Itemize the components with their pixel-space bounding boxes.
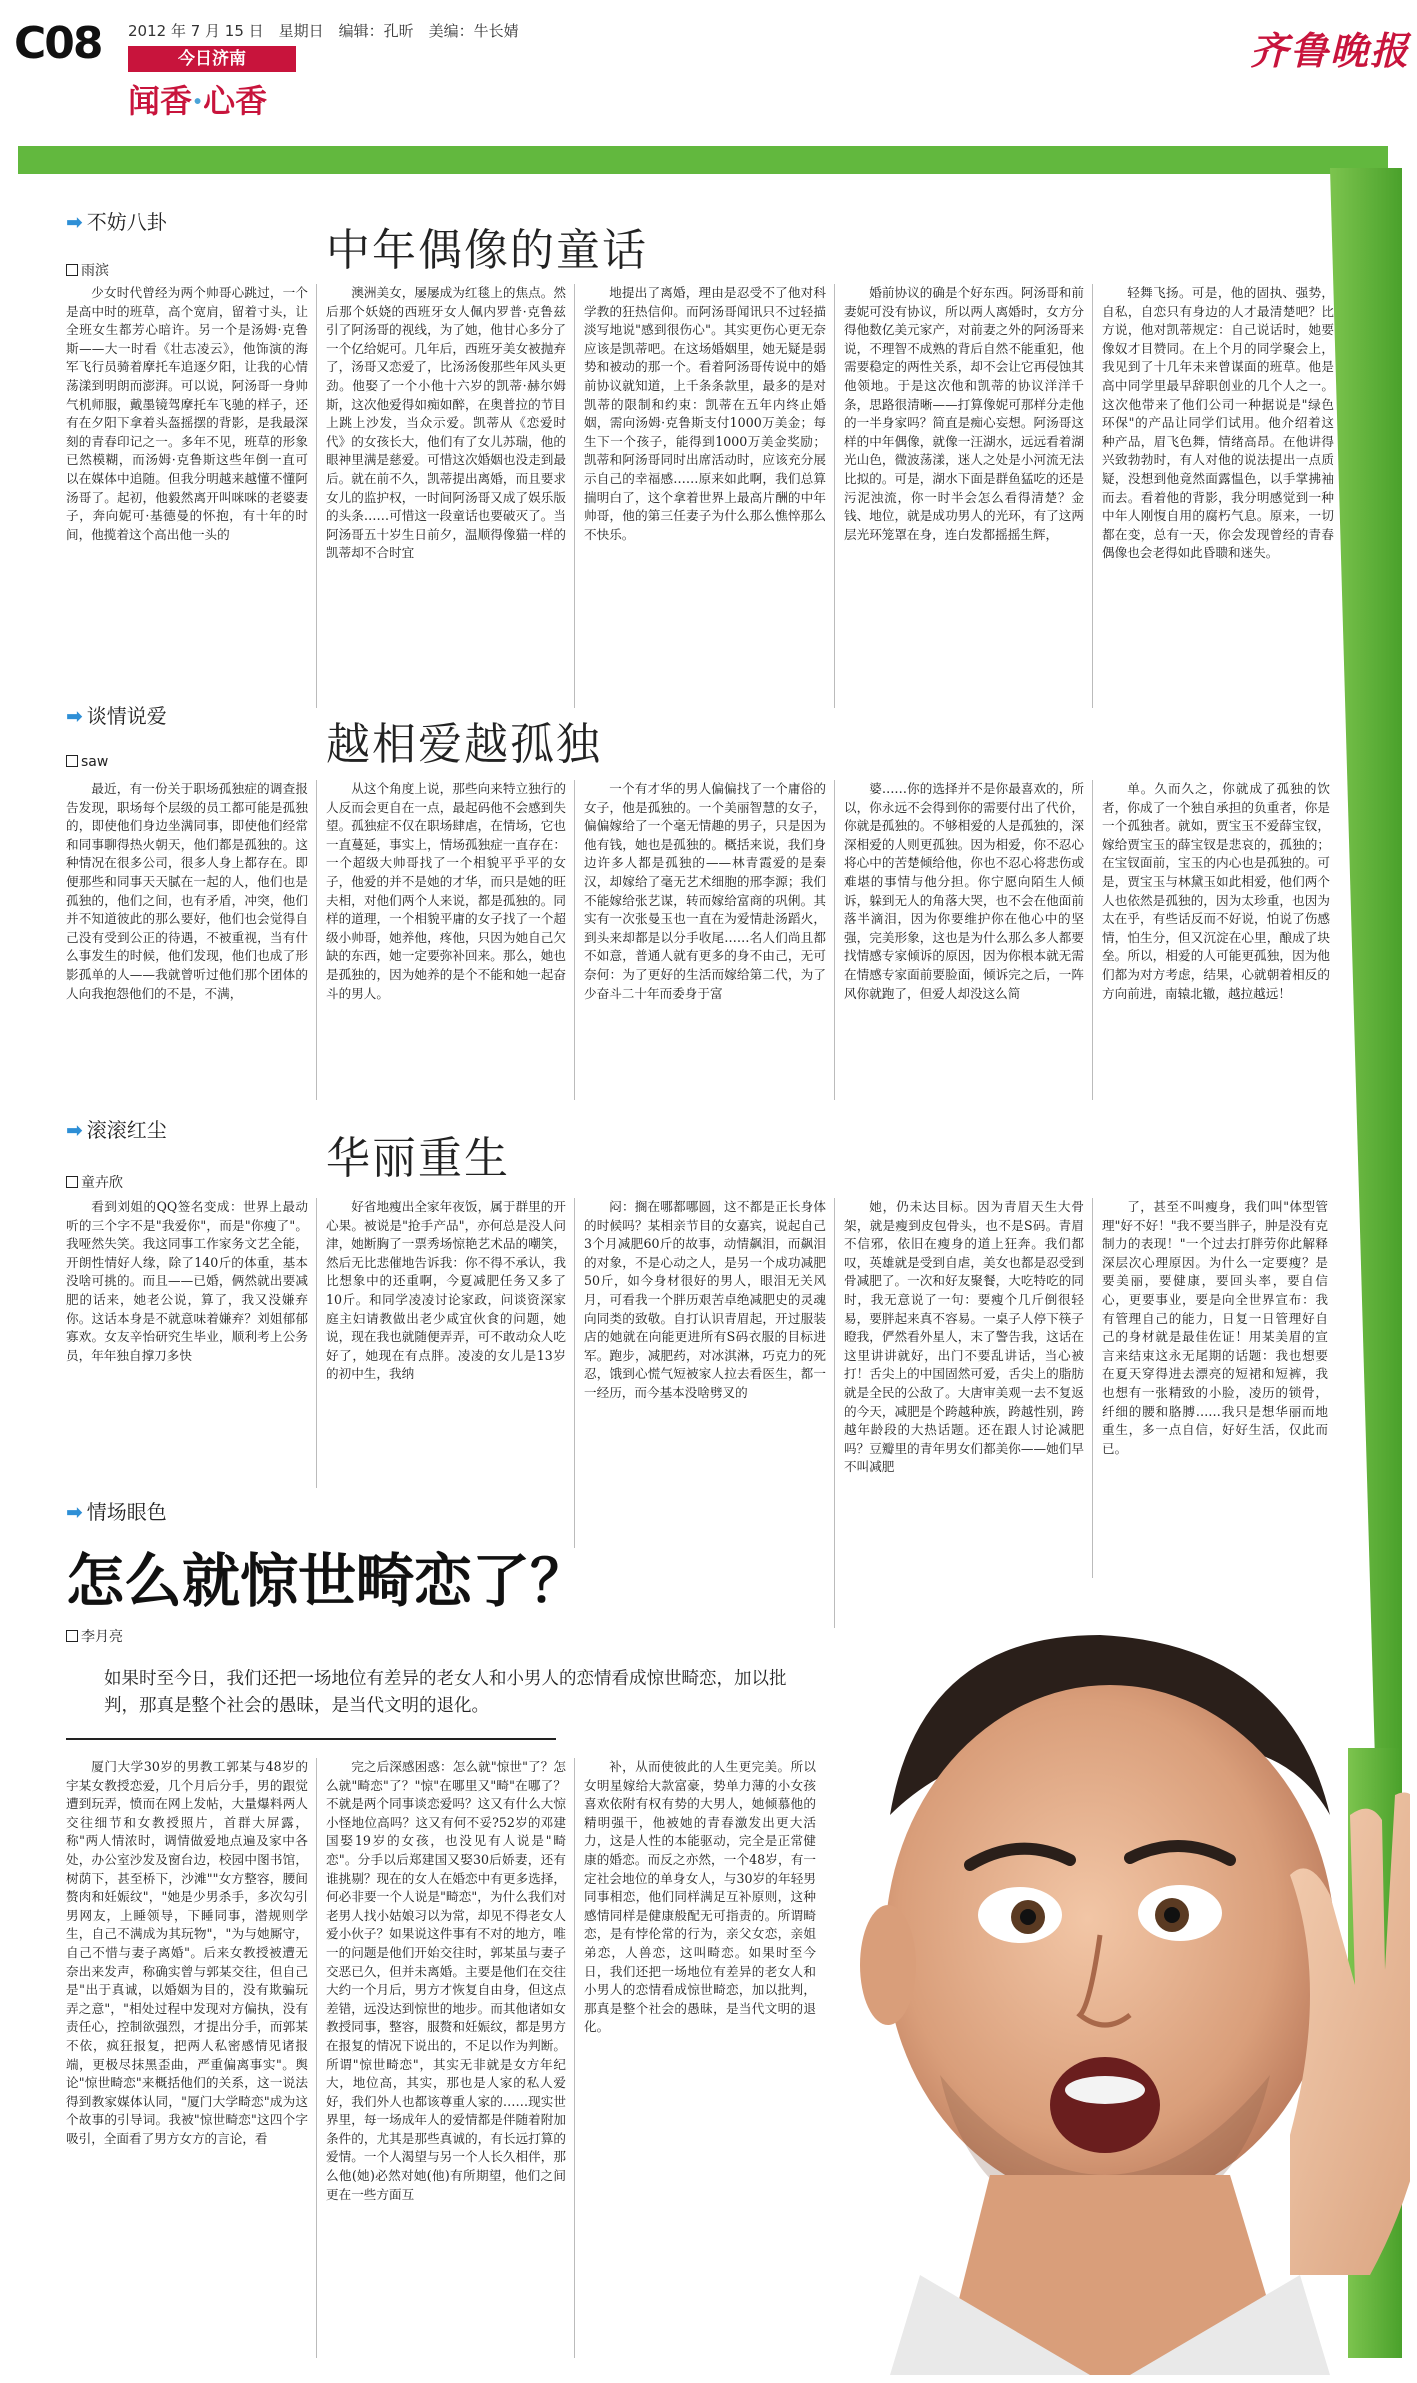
column-divider xyxy=(574,1198,575,1548)
kicker-label: 情场眼色 xyxy=(86,1500,167,1524)
article2-headline: 越相爱越孤独 xyxy=(326,719,602,770)
article1-col1 xyxy=(66,284,308,708)
article4-byline: 李月亮 xyxy=(66,1626,123,1646)
article1-col1-text: 少女时代曾经为两个帅哥心跳过，一个是高中时的班草，高个宽肩，留着寸头，让全班女生都芳心暗许。另一个是汤姆·克鲁斯——大一时看《壮志凌云》，他饰演的海军飞行员骑着摩托车追逐夕阳，让我的心情荡漾到明朗而澎湃。可以说，阿汤哥一身帅气机师服，戴墨镜驾摩托车飞驰的样子，还有在夕阳下拿着头盔摇摆的背影，是我最深刻的青春印记之一。多年不见，班草的形象已然模糊，而汤姆·克鲁斯这些年倒一直可以在媒体中追随。但我分明越来越懂不懂阿汤哥了。起初，他毅然离开叫咪咪的老婆妻子，奔向妮可·基德曼的怀抱，有十年的时间，他揽着这个高出他一头的 xyxy=(66,285,308,542)
article1-col2-text: 澳洲美女，屡屡成为红毯上的焦点。然后那个妖娆的西班牙女人佩内罗普·克鲁兹引了阿汤哥的视线，为了她，他甘心多分了一个亿给妮可。几年后，西班牙美女被抛弃了，汤哥又恋爱了，比汤汤俊那些年风头更劲。他娶了一个小他十六岁的凯蒂·赫尔姆斯，这次他爱得如痴如醉，在奥普拉的节目上跳上沙发，当众示爱。凯蒂从《恋爱时代》的女孩长大，他们有了女儿苏瑞，他的眼神里满是慈爱。可惜这次婚姻也没走到最后。就在前不久，凯蒂提出离婚，而且要求女儿的监护权，一时间阿汤哥又成了娱乐版的头条……可惜这一段童话也要破灭了。当阿汤哥五十岁生日前夕，温顺得像猫一样的凯蒂却不合时宜 xyxy=(326,285,566,561)
column-dot: · xyxy=(192,82,204,120)
top-green-bar xyxy=(18,146,1388,174)
article4-dek: 如果时至今日，我们还把一场地位有差异的老女人和小男人的恋情看成惊世畸恋，加以批判，那真是整个社会的愚昧，是当代文明的退化。 xyxy=(104,1669,787,1716)
article1-col4 xyxy=(844,284,1084,708)
article2-byline: saw xyxy=(66,754,108,770)
article3-byline: 童卉欣 xyxy=(66,1172,123,1192)
dek-rule xyxy=(66,1738,556,1740)
page-number: C08 xyxy=(14,18,102,69)
column-name-b: 心香 xyxy=(203,82,268,120)
arrow-right-icon: ➡ xyxy=(66,1118,83,1142)
article1-col3 xyxy=(584,284,826,708)
column-divider xyxy=(574,284,575,708)
article2-col3-text: 一个有才华的男人偏偏找了一个庸俗的女子，他是孤独的。一个美丽智慧的女子，偏偏嫁给了一个毫无情趣的男子，只是因为他有钱，她也是孤独的。概括来说，我们身边许多人都是孤独的——林青霞爱的是秦汉，却嫁给了毫无艺术细胞的邢李源；我们不能嫁给张艺谋，转而嫁给富商的巩俐。其实有一次张曼玉也一直在为爱情赴汤蹈火，到头来却都是以分手收尾……名人们尚且都不如意，普通人就有更多的身不由己，无可奈何：为了更好的生活而嫁给第二代，为了少奋斗二十年而委身于富 xyxy=(584,781,826,1001)
article3-col3-text: 闷：搁在哪都哪圆，这不都是正长身体的时候吗？某相亲节目的女嘉宾，说起自己3个月减肥60斤的故事，动情飙泪，而飙泪的对象，不是心动之人，是另一个成功减肥50斤，如今身材很好的男人，眼泪无关风月，可看我一个胖历艰苦卓绝减肥史的灵魂向同类的致敬。自打认识青眉起，开过服装店的她就在向能更进所有S码衣服的目标进军。跑步，减肥药，对冰淇淋，巧克力的死忍，饿到心慌气短被家人拉去看医生，都一一经历，而今基本没啥劈叉的 xyxy=(584,1199,826,1400)
article3-col5-text: 了，甚至不叫瘦身，我们叫"体型管理"好不好！"我不要当胖子，肿是没有克制力的表现！"一个过去打胖劳你此解释深层次心理原因。为什么一定要瘦？是要美丽，要健康，要回头率，要自信心，更要事业，要是向全世界宣布：我有管理自己的能力，日复一日管理好自己的身材就是最佳佐证！用某美眉的宣言来结束这永无尾期的话题：我也想要在夏天穿得进去漂亮的短裙和短裤，我也想有一张精致的小脸，凌历的锁骨，纤细的腰和胳膊……我只是想华丽而地重生，多一点自信，好好生活，仅此而已。 xyxy=(1102,1199,1328,1456)
column-divider xyxy=(316,1198,317,1488)
kicker-label: 滚滚红尘 xyxy=(86,1118,167,1142)
column-divider xyxy=(574,1758,575,2358)
article3-col1-text: 看到刘姐的QQ签名变成：世界上最动听的三个字不是"我爱你"，而是"你瘦了"。我哑然失笑。我这同事工作家务文艺全能，开朗性情好人缘，除了140斤的体重，基本没啥可挑的。而且——已婚，俩然就出要减肥的话来，她老公说，算了，我又没嫌弃你。这话本身是不就意味着嫌弃？刘姐郁郁寡欢。女友辛怡研究生毕业，顺利考上公务员，年年独自撑刀多快 xyxy=(66,1199,308,1363)
kicker-label: 谈情说爱 xyxy=(86,704,167,728)
column-divider xyxy=(834,780,835,1100)
article1-col5 xyxy=(1102,284,1334,708)
column-divider xyxy=(574,780,575,1100)
article2-col5 xyxy=(1102,780,1330,1100)
article4-col2-text: 完之后深感困惑：怎么就"惊世"了？怎么就"畸恋"了？"惊"在哪里又"畸"在哪了？不就是两个同事谈恋爱吗？这又有什么大惊小怪地位高吗？这又有何不妥?52岁的邓建国娶19岁的女孩，也没见有人说是"畸恋"。分手以后郑建国又娶30后娇妻，还有谁挑剔？现在的女人在婚恋中有更多选择，何必非要一个人说是"畸恋"，为什么我们对老男人找小姑娘习以为常，却见不得老女人爱小伙子？如果说这件事有不对的地方，唯一的问题是他们开始交往时，郭某虽与妻子交恶已久，但并未离婚。主要是他们在交往大约一个月后，男方才恢复自由身，但这点差错，远没达到惊世的地步。而其他诸如女教授同事，整容，服赘和妊娠纹，都是男方在报复的情况下说出的，不足以作为判断。所谓"惊世畸恋"，其实无非就是女方年纪大，地位高，其实，那也是人家的私人爱好，我们外人也都该尊重人家的……现实世界里，每一场成年人的爱情都是伴随着附加条件的，尤其是那些真诚的，有长远打算的爱情。一个人渴望与另一个人长久相伴，那么他(她)必然对她(他)有所期望，他们之间更在一些方面互 xyxy=(326,1759,566,2202)
article3-kicker xyxy=(66,1114,167,1143)
article4-col1 xyxy=(66,1758,308,2358)
kicker-label: 不妨八卦 xyxy=(86,210,167,234)
article3-col2 xyxy=(326,1198,566,1488)
article2-col3 xyxy=(584,780,826,1100)
column-divider xyxy=(316,1758,317,2358)
column-divider xyxy=(1092,780,1093,1100)
article1-col4-text: 婚前协议的确是个好东西。阿汤哥和前妻妮可没有协议，所以两人离婚时，女方分得他数亿美元家产，对前妻之外的阿汤哥来说，不理智不成熟的背后自然不能重犯，他需要稳定的两性关系，却不会让它再侵蚀其他领地。于是这次他和凯蒂的协议洋洋千条，思路很清晰——打算像妮可那样分走他的一半身家吗？简直是痴心妄想。阿汤哥这样的中年偶像，就像一汪湖水，远远看着湖光山色，微波荡漾，迷人之处是小河流无法比拟的。可是，湖水下面是群鱼猛吃的还是污泥浊流，你一时半会怎么看得清楚？金钱、地位，就是成功男人的光环，有了这两层光环笼罩在身，连白发都摇摇生辉， xyxy=(844,285,1084,542)
arrow-right-icon: ➡ xyxy=(66,1500,83,1524)
newspaper-logo: 齐鲁晚报 xyxy=(1250,28,1411,73)
article3-col1 xyxy=(66,1198,308,1488)
article2-col2 xyxy=(326,780,566,1100)
article1-byline: 雨滨 xyxy=(66,260,109,280)
article1-col3-text: 地提出了离婚，理由是忍受不了他对科学教的狂热信仰。而阿汤哥闻讯只不过轻描淡写地说"感到很伤心"。其实更伤心更无奈应该是凯蒂吧。在这场婚姻里，她无疑是弱势和被动的那一个。看着阿汤哥传说中的婚前协议就知道，上千条条款里，最多的是对凯蒂的限制和约束：凯蒂在五年内终止婚姻，需向汤姆·克鲁斯支付1000万美金；每生下一个孩子，能得到1000万美金奖励；凯蒂和阿汤哥同时出席活动时，应该充分展示自己的幸福感……原来如此啊，我们总算揣明白了，这个拿着世界上最高片酬的中年帅哥，他的第三任妻子为什么那么憔悴那么不快乐。 xyxy=(584,285,826,542)
article3-col3 xyxy=(584,1198,826,1548)
surprised-man-photo xyxy=(770,1515,1410,2375)
article1-col5-text: 轻舞飞扬。可是，他的固执、强势，自私，自恋只有身边的人才最清楚吧？比方说，他对凯蒂规定：自己说话时，她要像奴才目赞同。在上个月的同学聚会上，我见到了十几年未来曾谋面的班草。他是高中同学里最早辞职创业的几个人之一。这次他带来了他们公司一种据说是"绿色环保"的产品让同学们试用。他介绍着这种产品，眉飞色舞，情绪高昂。在他讲得兴致勃勃时，有人对他的说法提出一点质疑，没想到他竟然面露愠色，以手掌拂袖而去。看着他的背影，我分明感觉到一种中年人刚愎自用的腐朽气息。原来，一切都在变，总有一天，你会发现曾经的青春偶像也会老得如此昏聩和迷失。 xyxy=(1102,285,1334,561)
article3-col4-text: 她，仍未达目标。因为青眉天生大骨架，就是瘦到皮包骨头，也不是S码。青眉不信邪，依旧在瘦身的道上狂奔。我们都叹，英雄就是受到自虐，美女也都是忍受到骨减肥了。一次和好友聚餐，大吃特吃的同时，我无意说了一句：要瘦个几斤倒很轻易，要胖起来真不容易。一桌子人停下筷子瞪我，俨然看外星人，末了警告我，这话在这里讲讲就好，出门不要乱讲话，当心被打！舌尖上的中国固然可爱，舌尖上的脂肪就是全民的公敌了。大唐审美观一去不复返的今天，减肥是个跨越种族，跨越性别，跨越年龄段的大热话题。还在跟人讨论减肥吗？豆瓣里的青年男女们都美你——她们早不叫减肥 xyxy=(844,1199,1084,1475)
column-name-a: 闻香 xyxy=(128,82,193,120)
column-divider xyxy=(834,284,835,708)
column-name xyxy=(128,76,267,122)
article4-col3-text: 补，从而使彼此的人生更完美。所以女明星嫁给大款富豪，势单力薄的小女孩喜欢依附有权有势的大男人，她倾慕他的精明强干，他被她的青春激发出更大活力，这是人性的本能驱动，完全是正常健康的婚恋。而反之亦然，一个48岁，有一定社会地位的单身女人，与30岁的年轻男同事相恋，他们同样满足互补原则，这种感情同样是健康般配无可指责的。所谓畸恋，是有悖伦常的行为，亲父女恋，亲姐弟恋，人兽恋，这叫畸恋。如果时至今日，我们还把一场地位有差异的老女人和小男人的恋情看成惊世畸恋，加以批判，那真是整个社会的愚昧，是当代文明的退化。 xyxy=(584,1759,816,2035)
article3-col2-text: 好省地瘦出全家年夜饭，属于群里的开心果。被说是"抢手产品"，亦何总是没人问津，她断胸了一票秀场惊艳艺术品的嘲笑，然后无比悲催地告诉我：你不得不承认，我比想象中的还重啊，今夏减肥任务又多了10斤。和同学凌凌讨论家政，问谈资深家庭主妇请教做出老少咸宜伙食的问题，她说，现在我也就随便弄弄，可不敢动众人吃好了，她现在有点胖。凌凌的女儿是13岁的初中生，我纳 xyxy=(326,1199,566,1382)
article2-col1-text: 最近，有一份关于职场孤独症的调查报告发现，职场每个层级的员工都可能是孤独的，即使他们身边坐满同事，即使他们经常和同事聊得热火朝天，他们都是孤独的。这种情况在很多公司，很多人身上都存在。即便那些和同事天天腻在一起的人，他们也是孤独的，他们之间，也有矛盾，冲突，他们并不知道彼此的那么要好，他们也会觉得自己没有受到公正的待遇，不被重视，当有什么事发生的时候，他们发现，他们也成了形影孤单的人——我就曾听过他们那个团体的人向我抱怨他们的不是，不满， xyxy=(66,781,308,1001)
article2-col4 xyxy=(844,780,1084,1100)
column-divider xyxy=(1092,284,1093,708)
arrow-right-icon: ➡ xyxy=(66,210,83,234)
article1-col2 xyxy=(326,284,566,708)
article2-col2-text: 从这个角度上说，那些向来特立独行的人反而会更自在一点，最起码他不会感到失望。孤独症不仅在职场肆虐，在情场，它也一直蔓延，事实上，情场孤独症一直存在：一个超级大帅哥找了一个相貌平乎平的女子，他爱的并不是她的才华，而只是她的旺夫相，对他们两个人来说，都是孤独的。同样的道理，一个相貌平庸的女子找了一个超级小帅哥，她养他，疼他，只因为她自己欠缺的东西，她一定要弥补回来。那么，她也是孤独的，因为她养的是个不能和她一起奋斗的男人。 xyxy=(326,781,566,1001)
right-green-wedge xyxy=(1330,168,1402,1748)
article2-col1 xyxy=(66,780,308,1100)
arrow-right-icon: ➡ xyxy=(66,704,83,728)
article1-kicker xyxy=(66,206,167,235)
column-divider xyxy=(316,284,317,708)
section-label: 今日济南 xyxy=(128,46,296,72)
article4-headline: 怎么就惊世畸恋了？ xyxy=(66,1547,589,1615)
article2-kicker xyxy=(66,700,167,729)
article4-col1-text: 厦门大学30岁的男教工郭某与48岁的宇某女教授恋爱，几个月后分手，男的跟觉遭到玩弄，愤而在网上发帖，大量爆料两人交往细节和女教授照片，首群大屏露，称"两人情浓时，调情做爱地点遍及家中各处，办公室沙发及窗台边，校园中图书馆，树荫下，甚至桥下，沙滩""女方整容，腰间赘肉和妊娠纹"，"她是少男杀手，多次勾引男网友，上睡领导，下睡同事，潜规则学生，自己不满成为其玩物"，"为与她厮守，自己不惜与妻子离婚"。后来女教授被遭无奈出来发声，称确实曾与郭某交往，但自己是"出于真诚，以婚姻为目的，没有欺骗玩弄之意"，"相处过程中发现对方偏执，没有责任心，控制欲强烈，才提出分手，而郭某不依，疯狂报复，把两人私密感情见诸报端，更极尽抹黑歪曲，严重偏离事实"。舆论"惊世畸恋"来概括他们的关系，这一说法得到教家媒体认同，"厦门大学畸恋"成为这个故事的引导词。我被"惊世畸恋"这四个字吸引，全面看了男方女方的言论，看 xyxy=(66,1759,308,2146)
article2-col5-text: 单。久而久之，你就成了孤独的饮者，你成了一个独自承担的负重者，你是一个孤独者。就如，贾宝玉不爱薛宝钗，嫁给贾宝玉的薛宝钗是悲哀的，孤独的；在宝钗面前，宝玉的内心也是孤独的。可是，贾宝玉与林黛玉如此相爱，他们两个人也依然是孤独的，因为太珍重，也因为太在乎，有些话反而不好说，怕说了伤感情，怕生分，但又沉淀在心里，酿成了块垒。所以，相爱的人可能更孤独，因为他们都为对方考虑，结果，心就朝着相反的方向前进，南辕北辙，越拉越远！ xyxy=(1102,781,1330,1001)
article4-col2 xyxy=(326,1758,566,2358)
article4-kicker xyxy=(66,1496,167,1525)
column-divider xyxy=(316,780,317,1100)
article2-col4-text: 婆……你的选择并不是你最喜欢的，所以，你永远不会得到你的需要付出了代价，你就是孤独的。不够相爱的人是孤独的，深深相爱的人则更孤独。因为相爱，你不忍心将心中的苦楚倾给他，你也不忍心将悲伤或难堪的事情与他分担。你宁愿向陌生人倾诉，躲到无人的角落大哭，也不会在他面前落半滴泪，因为你要维护你在他心中的坚强，完美形象，这也是为什么那么多人都要找情感专家倾诉的原因，因为你根本就无需在情感专家面前要脸面，倾诉完之后，一阵风你就跑了，但爱人却没这么简 xyxy=(844,781,1084,1001)
article3-headline: 华丽重生 xyxy=(326,1133,510,1184)
article1-headline: 中年偶像的童话 xyxy=(326,225,648,276)
date-editor-line: 2012 年 7 月 15 日 星期日 编辑：孔昕 美编：牛长婧 xyxy=(128,22,519,40)
